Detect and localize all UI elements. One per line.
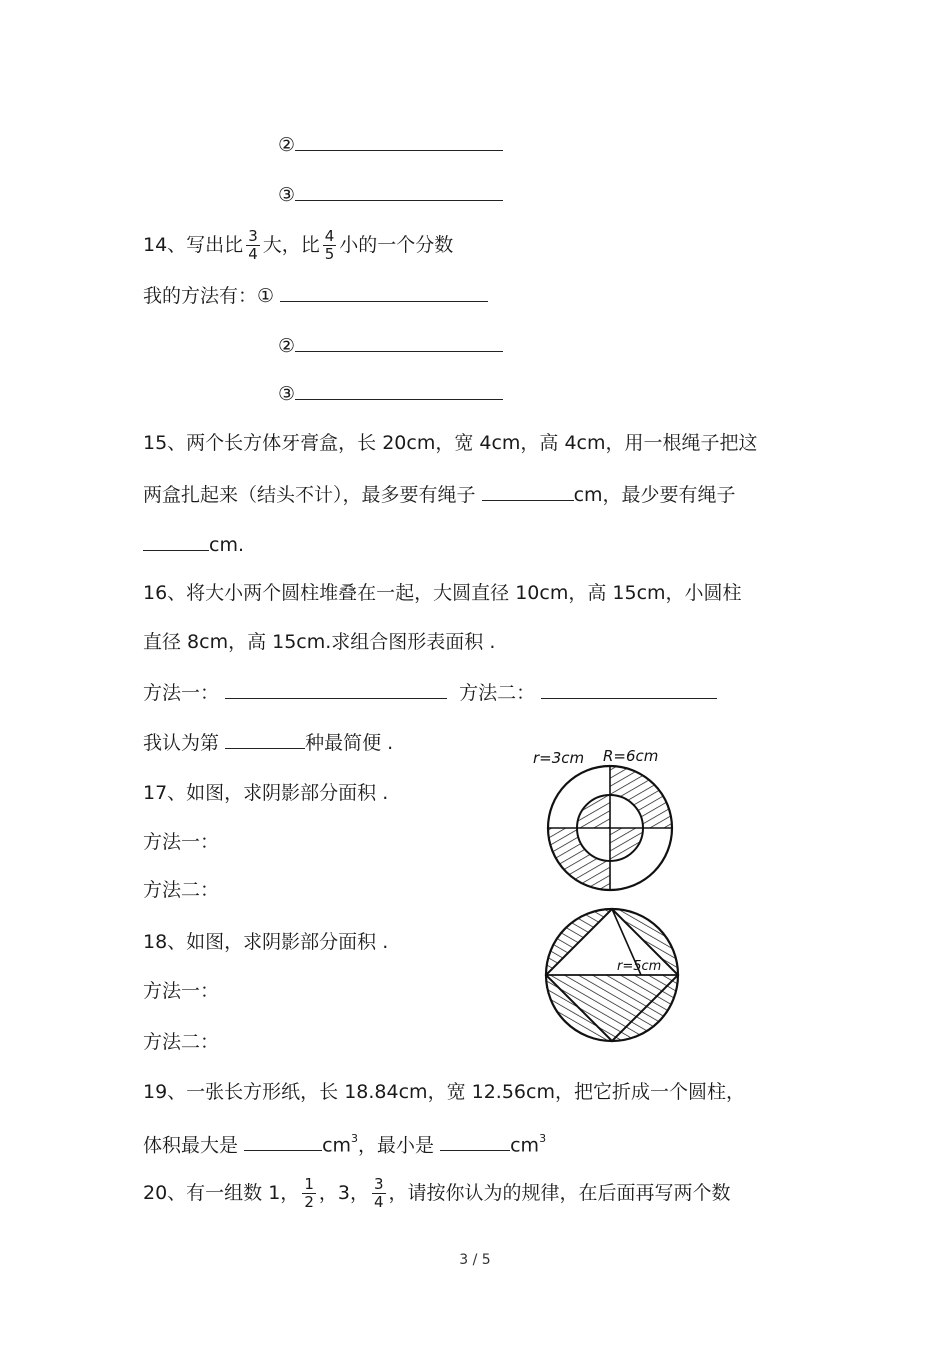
page-number: 3 / 5	[459, 1252, 491, 1268]
radius-small-label: r=3cm	[533, 749, 585, 767]
q17-title: 17、如图，求阴影部分面积 .	[143, 782, 389, 804]
q17-method-1: 方法一：	[143, 831, 220, 853]
answer-blank[interactable]	[295, 381, 503, 400]
answer-blank[interactable]	[440, 1132, 510, 1151]
q14-method-2: ②	[278, 333, 503, 358]
fraction: $\frac{3}{4}$	[373, 1175, 384, 1211]
fraction: $\frac{1}{2}$	[304, 1175, 314, 1211]
q13-method-3: ③	[278, 182, 503, 207]
answer-blank[interactable]	[280, 283, 488, 302]
answer-blank[interactable]	[225, 730, 305, 749]
q16-line-2: 直径 8cm，高 15cm.求组合图形表面积 .	[143, 631, 496, 653]
q16-methods: 方法一： 方法二：	[143, 680, 717, 705]
answer-blank[interactable]	[295, 182, 503, 201]
q14-method-1: 我的方法有：①	[143, 283, 488, 308]
answer-blank[interactable]	[143, 532, 209, 551]
q14-question: 14、写出比 $\frac{3}{4}$ 大，比 $\frac{4}{5}$ 小的一个分数	[143, 227, 454, 263]
answer-blank[interactable]	[295, 333, 503, 352]
answer-blank[interactable]	[541, 680, 717, 699]
fraction: $\frac{4}{5}$	[324, 227, 335, 263]
fraction: $\frac{3}{4}$	[248, 227, 258, 263]
q13-method-2: ②	[278, 132, 503, 157]
q15-line-3: cm.	[143, 532, 244, 557]
q20-question: 20、有一组数 1， $\frac{1}{2}$ ，3， $\frac{3}{4}$ ，请按你认为的规律，在后面再写两个数	[143, 1175, 731, 1211]
q15-line-2: 两盒扎起来（结头不计），最多要有绳子 cm，最少要有绳子	[143, 484, 736, 506]
q18-method-1: 方法一：	[143, 980, 220, 1002]
annulus-figure	[525, 738, 705, 898]
answer-blank[interactable]	[244, 1132, 322, 1151]
circle-square-figure	[535, 902, 700, 1052]
q18-method-2: 方法二：	[143, 1031, 220, 1053]
q18-title: 18、如图，求阴影部分面积 .	[143, 931, 389, 953]
q19-line-2: 体积最大是 $cm^3$，最小是 $cm^3$	[143, 1132, 547, 1157]
q16-line-1: 16、将大小两个圆柱堆叠在一起，大圆直径 10cm，高 15cm，小圆柱	[143, 582, 742, 604]
radius-large-label: R=6cm	[603, 747, 659, 765]
q15-line-1: 15、两个长方体牙膏盒，长 20cm，宽 4cm，高 4cm，用一根绳子把这	[143, 432, 758, 454]
q14-method-3: ③	[278, 381, 503, 406]
radius-label: r=5cm	[617, 959, 662, 974]
answer-blank[interactable]	[225, 680, 447, 699]
answer-blank[interactable]	[482, 482, 574, 501]
q17-method-2: 方法二：	[143, 879, 220, 901]
q16-line-4: 我认为第 种最简便 .	[143, 732, 394, 754]
q19-line-1: 19、一张长方形纸，长 18.84cm，宽 12.56cm，把它折成一个圆柱，	[143, 1081, 745, 1103]
answer-blank[interactable]	[295, 132, 503, 151]
